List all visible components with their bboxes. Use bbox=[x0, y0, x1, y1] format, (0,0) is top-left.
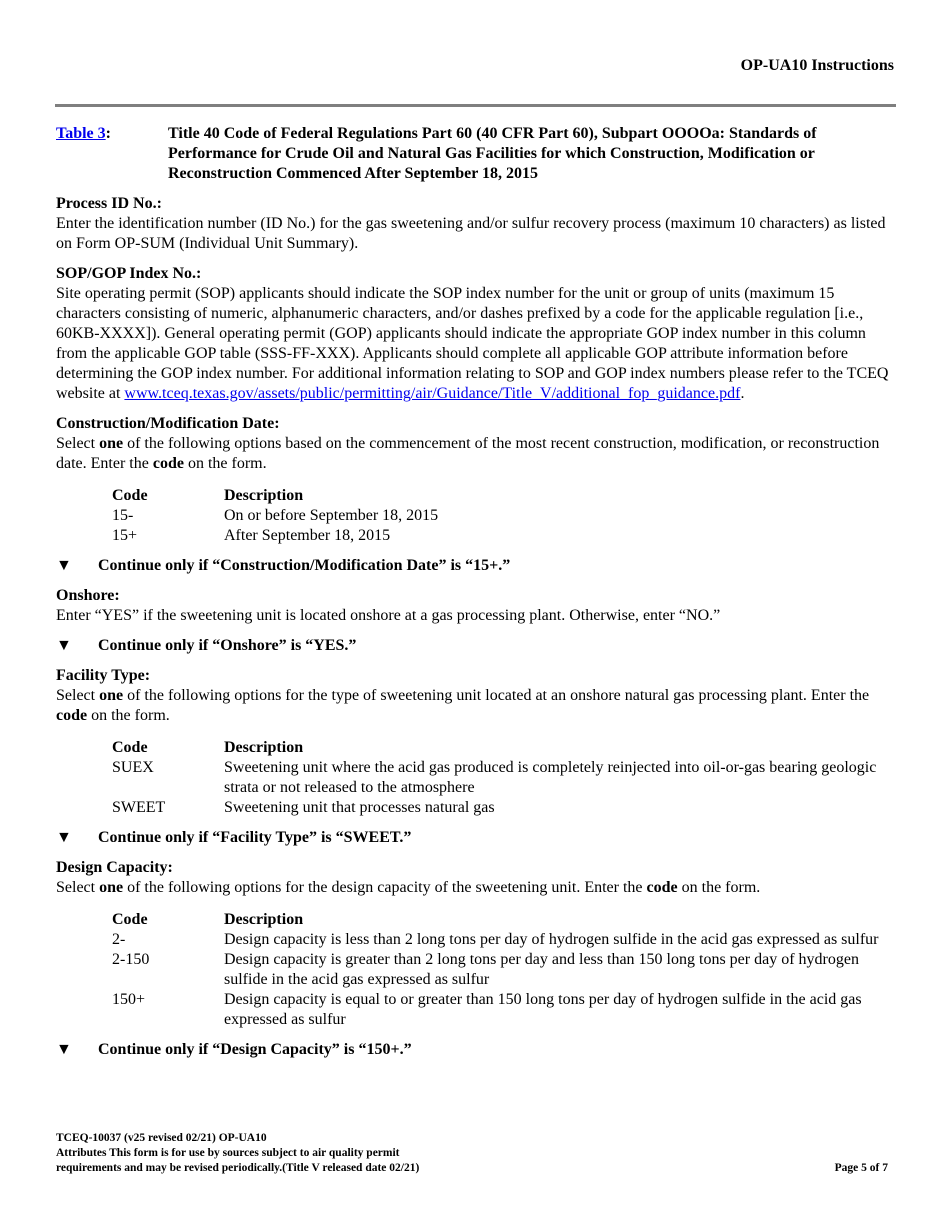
construction-bold-one: one bbox=[99, 435, 124, 452]
construction-title: Construction/Modification Date: bbox=[56, 415, 280, 432]
table-heading bbox=[56, 124, 894, 184]
design-capacity-text bbox=[56, 878, 894, 898]
down-triangle-icon: ▼ bbox=[56, 829, 72, 846]
description-column-header: Description bbox=[224, 911, 304, 928]
code-table-header bbox=[112, 910, 894, 930]
construction-section bbox=[56, 414, 894, 576]
design-text-b: of the following options for the design capacity of the sweetening unit. Enter the bbox=[123, 879, 647, 896]
sop-gop-title: SOP/GOP Index No.: bbox=[56, 265, 202, 282]
facility-text-a: Select bbox=[56, 687, 100, 704]
header-divider bbox=[55, 104, 896, 107]
construction-bold-code: code bbox=[152, 455, 184, 472]
design-bold-code: code bbox=[646, 879, 678, 896]
facility-bold-one: one bbox=[99, 687, 124, 704]
down-triangle-icon: ▼ bbox=[56, 557, 72, 574]
sop-gop-end: . bbox=[740, 385, 745, 402]
code-cell: SWEET bbox=[112, 799, 166, 816]
code-cell: 150+ bbox=[112, 991, 146, 1008]
process-id-section bbox=[56, 194, 894, 254]
page-number: Page 5 of 7 bbox=[834, 1162, 888, 1174]
table-row bbox=[112, 950, 894, 990]
design-text-a: Select bbox=[56, 879, 100, 896]
description-cell: After September 18, 2015 bbox=[224, 527, 391, 544]
description-cell: On or before September 18, 2015 bbox=[224, 507, 439, 524]
facility-text-c: on the form. bbox=[87, 707, 170, 724]
code-column-header: Code bbox=[112, 911, 148, 928]
facility-bold-code: code bbox=[56, 707, 88, 724]
facility-type-title: Facility Type: bbox=[56, 667, 151, 684]
description-cell: Sweetening unit that processes natural gas bbox=[224, 799, 495, 816]
table-row bbox=[112, 758, 894, 798]
code-table-header bbox=[112, 738, 894, 758]
code-column-header: Code bbox=[112, 739, 148, 756]
description-cell: Design capacity is greater than 2 long tons per day and less than 150 long tons per day of hydrogen sulfide in the acid gas expressed as sulfur bbox=[224, 951, 859, 988]
page-footer bbox=[56, 1131, 516, 1176]
onshore-text: Enter “YES” if the sweetening unit is located onshore at a gas processing plant. Otherwise, enter “NO.” bbox=[56, 607, 721, 624]
table-3-link[interactable]: Table 3 bbox=[56, 125, 106, 142]
construction-text-a: Select bbox=[56, 435, 100, 452]
continue-instruction bbox=[56, 828, 894, 848]
design-code-table bbox=[112, 910, 894, 1030]
sop-gop-text bbox=[56, 284, 894, 404]
code-cell: 2- bbox=[112, 931, 126, 948]
table-row bbox=[112, 526, 894, 546]
facility-code-table bbox=[112, 738, 894, 818]
description-cell: Sweetening unit where the acid gas produced is completely reinjected into oil-or-gas bearing geologic strata or not released to the atmosphere bbox=[224, 759, 877, 796]
document-body bbox=[56, 124, 894, 1070]
construction-code-table bbox=[112, 486, 894, 546]
footer-form-id: TCEQ-10037 (v25 revised 02/21) OP-UA10 bbox=[56, 1132, 267, 1144]
down-triangle-icon: ▼ bbox=[56, 1041, 72, 1058]
design-capacity-section bbox=[56, 858, 894, 1060]
code-column-header: Code bbox=[112, 487, 148, 504]
construction-text bbox=[56, 434, 894, 474]
description-column-header: Description bbox=[224, 739, 304, 756]
continue-text: Continue only if “Onshore” is “YES.” bbox=[98, 637, 357, 654]
table-row bbox=[112, 930, 894, 950]
sop-gop-body: Site operating permit (SOP) applicants should indicate the SOP index number for the unit or group of units (maximum 15 characters consisting of numeric, alphanumeric characters, and/or dashes prefixed by a code for the applicable regulation [i.e., 60KB-XXXX]). General operating permit (GOP) applicants should indicate the appropriate GOP index number in this column from the applicable GOP table (SSS-FF-XXX). Applicants should complete all applicable GOP attribute information before determining the GOP index number. For additional information relating to SOP and GOP index numbers please refer to the TCEQ website at bbox=[56, 285, 889, 402]
continue-text: Continue only if “Facility Type” is “SWEET.” bbox=[98, 829, 412, 846]
table-row bbox=[112, 990, 894, 1030]
onshore-title: Onshore: bbox=[56, 587, 120, 604]
description-cell: Design capacity is less than 2 long tons per day of hydrogen sulfide in the acid gas expressed as sulfur bbox=[224, 931, 879, 948]
code-cell: SUEX bbox=[112, 759, 154, 776]
facility-text-b: of the following options for the type of sweetening unit located at an onshore natural gas processing plant. Enter the bbox=[123, 687, 870, 704]
design-bold-one: one bbox=[99, 879, 124, 896]
code-table-header bbox=[112, 486, 894, 506]
construction-text-b: of the following options based on the commencement of the most recent construction, modification, or reconstruction date. Enter the bbox=[56, 435, 880, 472]
code-cell: 15+ bbox=[112, 527, 138, 544]
footer-note-line2: requirements and may be revised periodically.(Title V released date 02/21) bbox=[56, 1162, 420, 1174]
onshore-section bbox=[56, 586, 894, 656]
facility-type-section bbox=[56, 666, 894, 848]
process-id-text: Enter the identification number (ID No.) for the gas sweetening and/or sulfur recovery process (maximum 10 characters) as listed on Form OP-SUM (Individual Unit Summary). bbox=[56, 215, 886, 252]
footer-note-line1: Attributes This form is for use by sources subject to air quality permit bbox=[56, 1147, 400, 1159]
continue-text: Continue only if “Construction/Modification Date” is “15+.” bbox=[98, 557, 511, 574]
down-triangle-icon: ▼ bbox=[56, 637, 72, 654]
table-title: Title 40 Code of Federal Regulations Part 60 (40 CFR Part 60), Subpart OOOOa: Standards of Performance for Crude Oil and Natural Gas Facilities for which Construction, Modification or Reconstruction Commenced After September 18, 2015 bbox=[168, 125, 817, 182]
process-id-title: Process ID No.: bbox=[56, 195, 162, 212]
table-row bbox=[112, 798, 894, 818]
construction-text-c: on the form. bbox=[183, 455, 267, 472]
description-column-header: Description bbox=[224, 487, 304, 504]
continue-instruction bbox=[56, 636, 894, 656]
table-row bbox=[112, 506, 894, 526]
design-capacity-title: Design Capacity: bbox=[56, 859, 173, 876]
continue-instruction bbox=[56, 556, 894, 576]
table-label bbox=[56, 124, 168, 184]
continue-instruction bbox=[56, 1040, 894, 1060]
description-cell: Design capacity is equal to or greater than 150 long tons per day of hydrogen sulfide in the acid gas expressed as sulfur bbox=[224, 991, 862, 1028]
facility-type-text bbox=[56, 686, 894, 726]
page-header-title: OP-UA10 Instructions bbox=[740, 57, 894, 74]
table-label-colon: : bbox=[105, 125, 111, 142]
continue-text: Continue only if “Design Capacity” is “150+.” bbox=[98, 1041, 412, 1058]
design-text-c: on the form. bbox=[677, 879, 761, 896]
tceq-guidance-link[interactable]: www.tceq.texas.gov/assets/public/permitting/air/Guidance/Title_V/additional_fop_guidance.pdf bbox=[124, 385, 741, 402]
code-cell: 15- bbox=[112, 507, 134, 524]
code-cell: 2-150 bbox=[112, 951, 150, 968]
sop-gop-section bbox=[56, 264, 894, 404]
